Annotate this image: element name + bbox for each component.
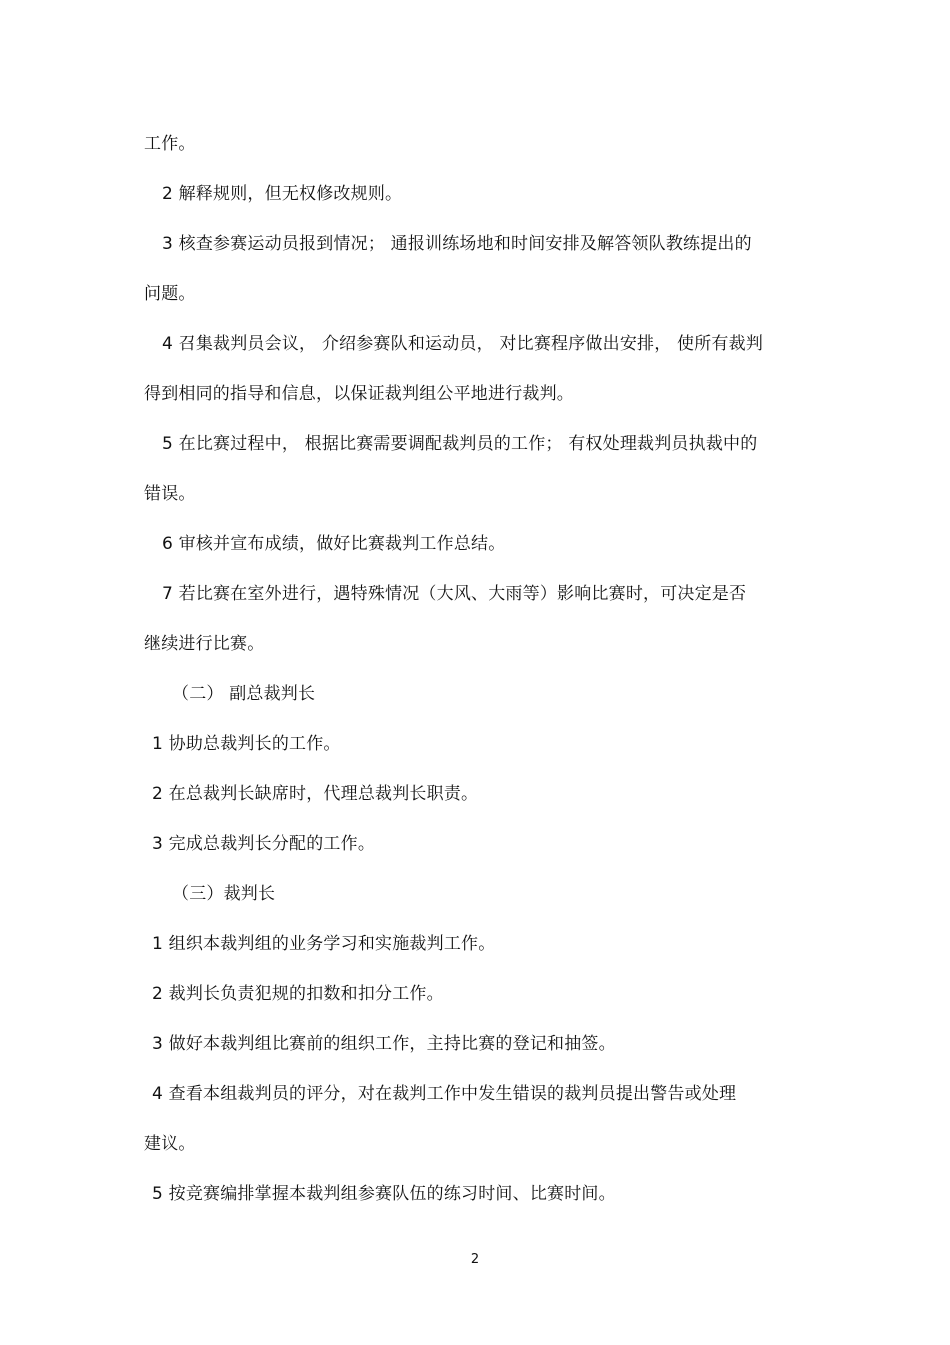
text-line-deputy-1: 1 协助总裁判长的工作。 bbox=[152, 734, 341, 754]
text-line-item-7-cont: 继续进行比赛。 bbox=[144, 634, 265, 654]
text-line-referee-1: 1 组织本裁判组的业务学习和实施裁判工作。 bbox=[152, 934, 496, 954]
text-line-referee-5: 5 按竞赛编排掌握本裁判组参赛队伍的练习时间、比赛时间。 bbox=[152, 1184, 616, 1204]
text-line-continuation: 工作。 bbox=[144, 134, 196, 154]
text-line-item-3: 3 核查参赛运动员报到情况； 通报训练场地和时间安排及解答领队教练提出的 bbox=[162, 234, 752, 254]
page-number: 2 bbox=[470, 1252, 480, 1267]
text-line-item-2: 2 解释规则，但无权修改规则。 bbox=[162, 184, 403, 204]
text-line-item-6: 6 审核并宣布成绩，做好比赛裁判工作总结。 bbox=[162, 534, 506, 554]
text-line-referee-4: 4 查看本组裁判员的评分，对在裁判工作中发生错误的裁判员提出警告或处理 bbox=[152, 1084, 737, 1104]
text-line-referee-2: 2 裁判长负责犯规的扣数和扣分工作。 bbox=[152, 984, 444, 1004]
text-line-item-5-cont: 错误。 bbox=[144, 484, 196, 504]
text-line-item-4-cont: 得到相同的指导和信息，以保证裁判组公平地进行裁判。 bbox=[144, 384, 574, 404]
text-line-deputy-3: 3 完成总裁判长分配的工作。 bbox=[152, 834, 376, 854]
text-line-item-7: 7 若比赛在室外进行，遇特殊情况（大风、大雨等）影响比赛时，可决定是否 bbox=[162, 584, 747, 604]
text-line-referee-3: 3 做好本裁判组比赛前的组织工作，主持比赛的登记和抽签。 bbox=[152, 1034, 616, 1054]
section-heading-deputy-chief-referee: （二） 副总裁判长 bbox=[172, 684, 316, 704]
text-line-item-3-cont: 问题。 bbox=[144, 284, 196, 304]
section-heading-chief-referee: （三）裁判长 bbox=[172, 884, 276, 904]
text-line-referee-4-cont: 建议。 bbox=[144, 1134, 196, 1154]
text-line-item-4: 4 召集裁判员会议， 介绍参赛队和运动员， 对比赛程序做出安排， 使所有裁判 bbox=[162, 334, 764, 354]
text-line-item-5: 5 在比赛过程中， 根据比赛需要调配裁判员的工作； 有权处理裁判员执裁中的 bbox=[162, 434, 758, 454]
text-line-deputy-2: 2 在总裁判长缺席时，代理总裁判长职责。 bbox=[152, 784, 479, 804]
